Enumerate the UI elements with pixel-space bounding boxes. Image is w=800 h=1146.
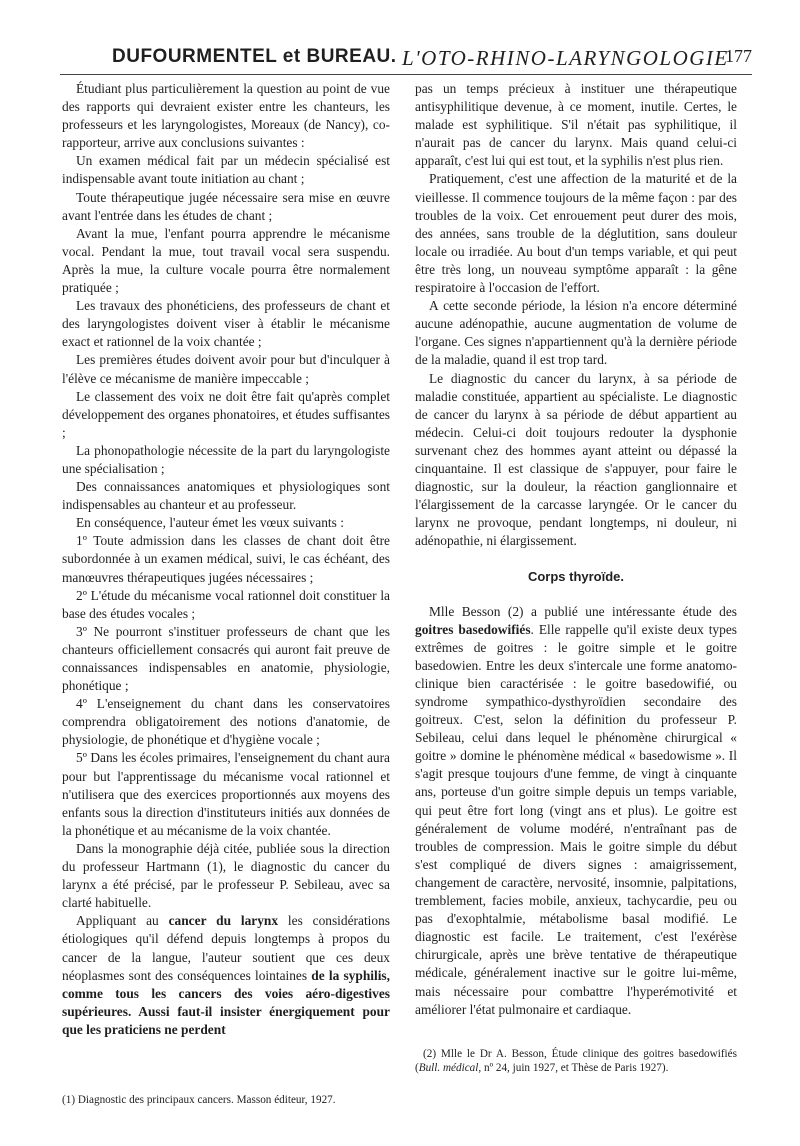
paragraph: 3º Ne pourront s'instituer professeurs de chant que les chanteurs officiellement consacrés qui auront fait preuve de connaissances indispensables en anatomie, physiologie, phonétique ;	[62, 623, 390, 694]
text-run: , nº 24, juin 1927, et Thèse de Paris 1927).	[478, 1062, 669, 1074]
paragraph: Un examen médical fait par un médecin spécialisé est indispensable avant toute initiation au chant ;	[62, 153, 390, 187]
right-column	[415, 80, 737, 1019]
running-head-author: DUFOURMENTEL et BUREAU.	[112, 46, 397, 67]
paragraph: Étudiant plus particulièrement la question au point de vue des rapports qui devraient exister entre les chanteurs, les professeurs et les laryngologistes, Moreaux (de Nancy), co-rapporteur, arrive aux conclusions suivantes :	[62, 81, 390, 151]
paragraph: La phonopathologie nécessite de la part du laryngologiste une spécialisation ;	[62, 442, 390, 476]
footnote-1: (1) Diagnostic des principaux cancers. Masson éditeur, 1927.	[62, 1094, 336, 1106]
text-run: (2) Mlle le Dr A. Besson, Étude clinique des goitres basedowifiés (	[415, 1048, 737, 1074]
text-run: Mlle Besson (2) a publié une intéressante étude des	[429, 603, 737, 619]
paragraph: Toute thérapeutique jugée nécessaire sera mise en œuvre avant l'entrée dans les études de chant ;	[62, 189, 390, 223]
left-column	[62, 80, 390, 1039]
paragraph: Les travaux des phonéticiens, des professeurs de chant et des laryngologistes doivent viser à établir le mécanisme exact et rationnel de la voix chantée ;	[62, 298, 390, 350]
paragraph: 2º L'étude du mécanisme vocal rationnel doit constituer la base des études vocales ;	[62, 587, 390, 621]
paragraph: Dans la monographie déjà citée, publiée sous la direction du professeur Hartmann (1), le diagnostic du cancer du larynx a été précisé, par le professeur P. Sebileau, avec sa clarté habituelle.	[62, 840, 390, 911]
paragraph: Pratiquement, c'est une affection de la maturité et de la vieillesse. Il commence toujours de la même façon : par des troubles de la voix. Cet enrouement peut durer des mois, des années, sans trouble de la déglutition, sans douleur locale ou irradiée. Au bout d'un temps variable, et qui peut être très long, un nouveau symptôme apparaît : la gêne respiratoire à l'occasion de l'effort.	[415, 171, 737, 296]
paragraph: 1º Toute admission dans les classes de chant doit être subordonnée à un examen médical, suivi, le cas échéant, des manœuvres thérapeutiques jugées nécessaires ;	[62, 533, 390, 585]
paragraph: 4º L'enseignement du chant dans les conservatoires comprendra obligatoirement des notions d'anatomie, de physiologie, de phonétique et d'hygiène vocale ;	[62, 696, 390, 748]
paragraph	[62, 912, 390, 1039]
paragraph: Le classement des voix ne doit être fait qu'après complet développement des organes phonatoires, et études suffisantes ;	[62, 388, 390, 440]
paragraph: A cette seconde période, la lésion n'a encore déterminé aucune adénopathie, aucune augmentation de volume de l'organe. Ces signes n'appartiennent qu'à la dernière période de la maladie, quand il est trop tard.	[415, 298, 737, 368]
paragraph: Le diagnostic du cancer du larynx, à sa période de maladie constituée, appartient au spécialiste. Le diagnostic de cancer du larynx à sa période de début appartient au médecin. Celui-ci doit toujours redouter la dysphonie survenant chez des hommes ayant atteint ou dépassé la cinquantaine. Il est classique de s'appuyer, pour faire le diagnostic, sur la douleur, la réaction ganglionnaire et l'élargissement de la carcasse laryngée. Or le cancer du larynx ne provoque, pendant longtemps, ni douleur, ni adénopathie, ni élargissement.	[415, 370, 737, 549]
section-title: Corps thyroïde.	[527, 569, 625, 585]
paragraph: En conséquence, l'auteur émet les vœux suivants :	[76, 515, 344, 531]
paragraph	[415, 603, 737, 1019]
page-number: 177	[725, 46, 752, 66]
paragraph: Avant la mue, l'enfant pourra apprendre le mécanisme vocal. Pendant la mue, tout travail vocal sera suspendu. Après la mue, la culture vocale pourra être normalement pratiquée ;	[62, 225, 390, 296]
paragraph: Les premières études doivent avoir pour but d'inculquer à l'élève ce mécanisme de manière impeccable ;	[62, 352, 390, 386]
paragraph: Des connaissances anatomiques et physiologiques sont indispensables au chanteur et au professeur.	[62, 479, 390, 513]
text-run: Appliquant au	[76, 913, 169, 929]
running-head-title: L'OTO-RHINO-LARYNGOLOGIE	[402, 46, 729, 70]
bold-term: goitres basedowifiés	[415, 621, 531, 637]
bold-passage: de la syphilis, comme tous les cancers des voies aéro-digestives supérieures. Aussi faut-il insister énergiquement pour que les praticiens ne perdent	[62, 967, 390, 1037]
journal-title: Bull. médical	[418, 1062, 479, 1074]
bold-term: cancer du larynx	[168, 913, 279, 929]
text-run: . Elle rappelle qu'il existe deux types extrêmes de goitres : le goitre simple et le goitre basedowien. Entre les deux s'intercale une forme anatomo-clinique bien caractérisée : le goitre basedowifié, ou syndrome sympathico-dysthyroïdien secondaire des goitreux. C'est, selon la définition du professeur P. Sebileau, celui dans lequel le phénomène chirurgical « goitre » domine le phénomène médical « basedowisme ». Il s'agit presque toujours d'une femme, de vingt à cinquante ans, porteuse d'un goitre simple depuis un temps variable, qui peut être fort long (vingt ans et plus). Le goitre est généralement de volume modéré, n'entraînant pas de troubles de compression. Mais le goitre simple du début s'est compliqué de divers signes : amaigrissement, changement de caractère, nervosité, insomnie, palpitations, tremblement, facies mobile, anxieux, tachycardie, peu ou pas d'exophtalmie, métabolisme basal modifié. Le diagnostic est facile. Le traitement, c'est l'exérèse chirurgicale, après une brève tentative de thérapeutique médicale, généralement inactive sur le goitre lui-même, mais nécessaire pour combattre l'hyperémotivité et améliorer l'état pulmonaire et cardiaque.	[415, 621, 737, 1017]
paragraph: 5º Dans les écoles primaires, l'enseignement du chant aura pour but l'apprentissage du mécanisme vocal rationnel et n'utilisera que des exercices proportionnés aux moyens des enfants sous la direction d'instituteurs initiés aux données de la phonétique et au mécanisme de la voix chantée.	[62, 750, 390, 838]
footnote-2	[415, 1047, 737, 1075]
text-run: les considérations étiologiques qu'il défend depuis longtemps à propos du cancer de la langue, l'auteur soutient que ces deux néoplasmes sont des conséquences lointaines	[62, 913, 390, 983]
running-head	[60, 46, 752, 75]
paragraph: pas un temps précieux à instituer une thérapeutique antisyphilitique devenue, à ce moment, inutile. Certes, le malade est syphilitique. S'il n'était pas syphilitique, il n'aurait pas de cancer du larynx. Mais quand celui-ci apparaît, c'est lui qui est tout, et la syphilis n'est plus rien.	[415, 81, 737, 169]
